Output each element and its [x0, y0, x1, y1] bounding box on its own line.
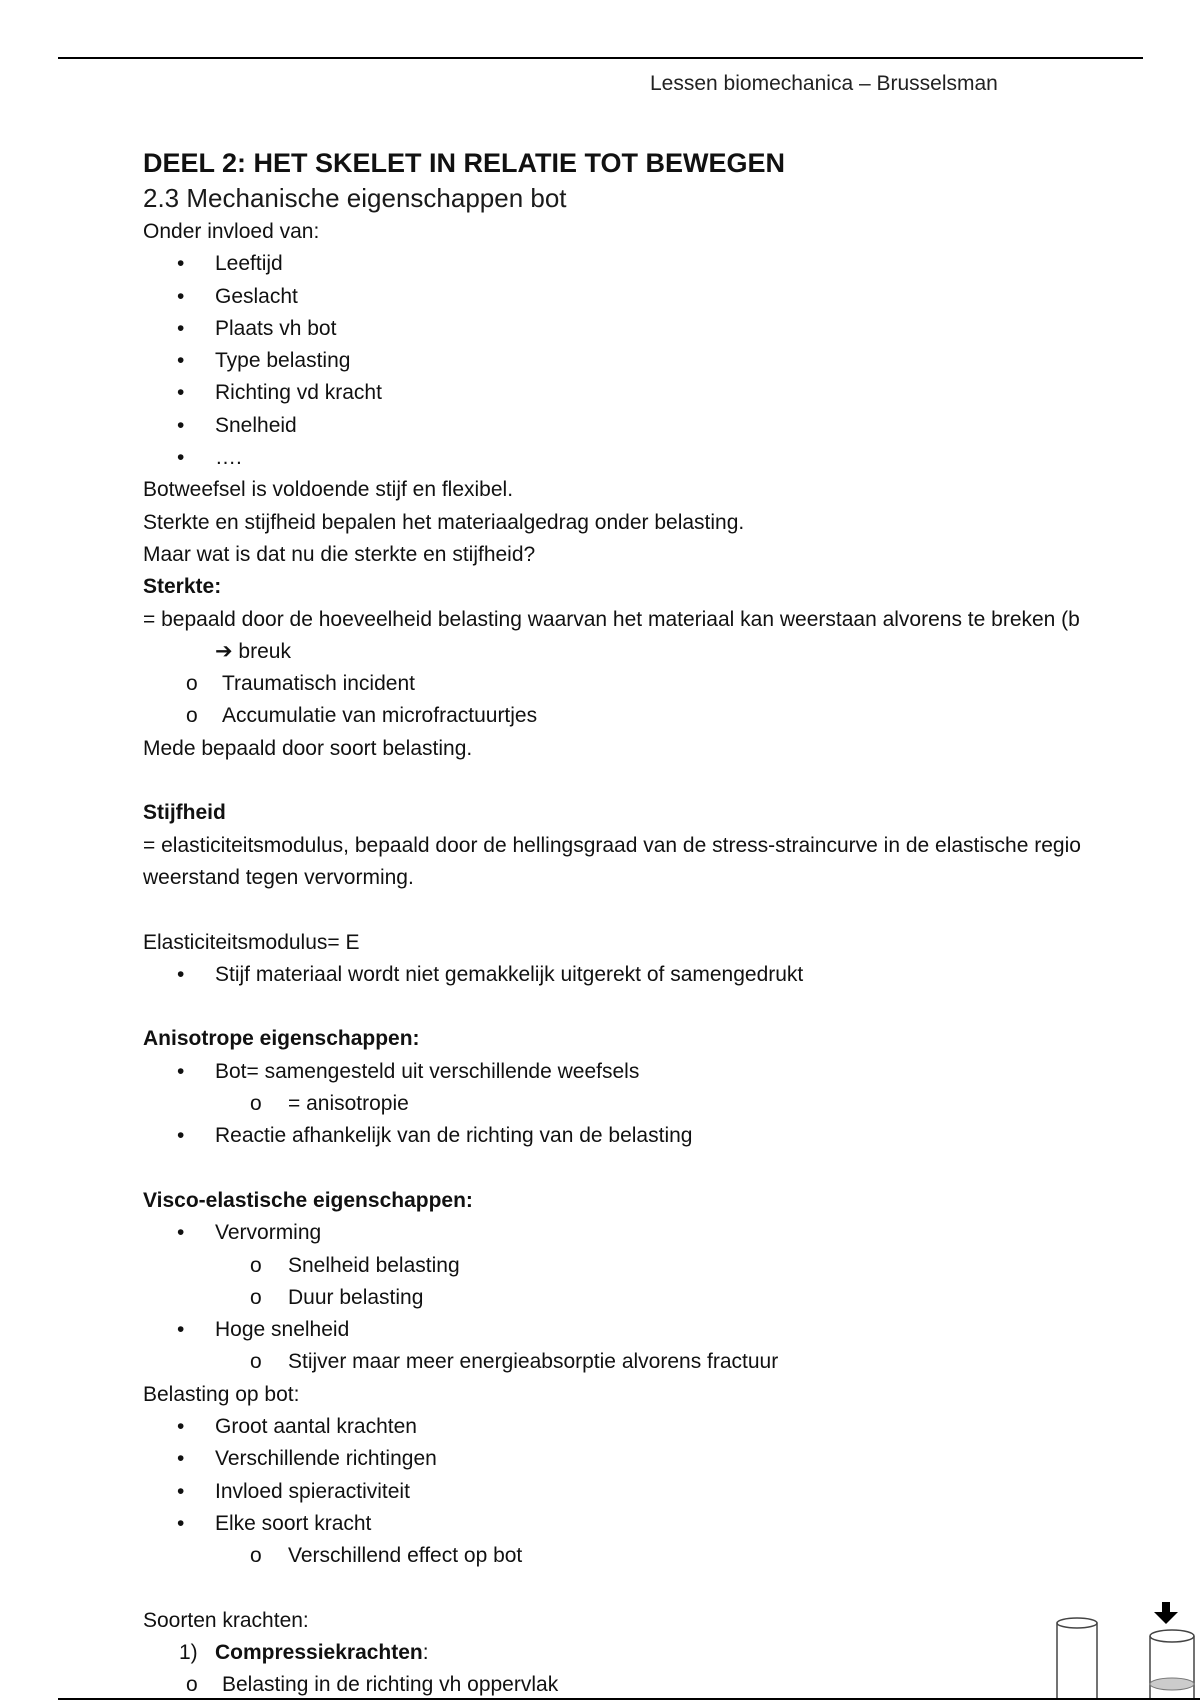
list-item: • Plaats vh bot — [143, 313, 1200, 345]
list-item: • Groot aantal krachten — [143, 1411, 1200, 1443]
list-item: o = anisotropie — [143, 1088, 1200, 1120]
item-colon: : — [422, 1641, 429, 1665]
unloaded-cylinder — [1057, 1618, 1097, 1700]
list-item: o Traumatisch incident — [143, 668, 1200, 700]
running-header: Lessen biomechanica – Brusselsman — [650, 72, 998, 95]
paragraph: Maar wat is dat nu die sterkte en stijfheid? — [143, 542, 536, 566]
compression-cylinders-figure — [1050, 1600, 1200, 1700]
visco-heading: Visco-elastische eigenschappen: — [143, 1188, 473, 1212]
compressed-cylinder — [1150, 1602, 1194, 1700]
list-item: • Elke soort kracht — [143, 1508, 1200, 1540]
list-item: • Bot= samengesteld uit verschillende weefsels — [143, 1056, 1200, 1088]
spacer — [143, 1572, 1200, 1604]
breuk-arrow-line: ➔ breuk — [215, 639, 291, 663]
list-item: • Invloed spieractiviteit — [143, 1476, 1200, 1508]
spacer — [143, 991, 1200, 1023]
document-body — [143, 146, 1200, 1702]
list-item: o Snelheid belasting — [143, 1250, 1200, 1282]
list-item: • Snelheid — [143, 410, 1200, 442]
list-item: o Stijver maar meer energieabsorptie alvorens fractuur — [143, 1346, 1200, 1378]
list-item: • …. — [143, 442, 1200, 474]
list-item: • Verschillende richtingen — [143, 1443, 1200, 1475]
list-item: • Richting vd kracht — [143, 377, 1200, 409]
section-title: 2.3 Mechanische eigenschappen bot — [143, 183, 567, 213]
item-label: Compressiekrachten — [215, 1641, 423, 1665]
influence-intro: Onder invloed van: — [143, 220, 320, 243]
paragraph: Sterkte en stijfheid bepalen het materiaalgedrag onder belasting. — [143, 510, 745, 534]
chapter-title: DEEL 2: HET SKELET IN RELATIE TOT BEWEGEN — [143, 148, 786, 178]
paragraph: Mede bepaald door soort belasting. — [143, 736, 473, 760]
spacer — [143, 765, 1200, 797]
aniso-heading: Anisotrope eigenschappen: — [143, 1027, 420, 1051]
header-rule — [58, 57, 1143, 59]
list-item: • Type belasting — [143, 345, 1200, 377]
paragraph: Botweefsel is voldoende stijf en flexibel. — [143, 478, 514, 502]
list-item: o Duur belasting — [143, 1282, 1200, 1314]
stijfheid-definition: = elasticiteitsmodulus, bepaald door de hellingsgraad van de stress-straincurve in de elastische regio — [143, 833, 1081, 857]
list-item: • Hoge snelheid — [143, 1314, 1200, 1346]
stijfheid-definition-cont: weerstand tegen vervorming. — [143, 865, 414, 889]
spacer — [143, 1153, 1200, 1185]
modulus-line: Elasticiteitsmodulus= E — [143, 930, 360, 954]
list-item: • Reactie afhankelijk van de richting van de belasting — [143, 1120, 1200, 1152]
list-item: • Leeftijd — [143, 248, 1200, 280]
spacer — [143, 894, 1200, 926]
list-item: • Vervorming — [143, 1217, 1200, 1249]
belasting-intro: Belasting op bot: — [143, 1382, 300, 1406]
krachten-intro: Soorten krachten: — [143, 1608, 309, 1632]
sterkte-definition: = bepaald door de hoeveelheid belasting waarvan het materiaal kan weerstaan alvorens te breken (b — [143, 607, 1080, 631]
sterkte-heading: Sterkte: — [143, 575, 222, 599]
list-item: • Stijf materiaal wordt niet gemakkelijk uitgerekt of samengedrukt — [143, 959, 1200, 991]
stijfheid-heading: Stijfheid — [143, 801, 226, 825]
item-number: 1) — [179, 1641, 198, 1665]
numbered-item — [143, 1637, 1200, 1669]
list-item: o Accumulatie van microfractuurtjes — [143, 700, 1200, 732]
list-item: o Belasting in de richting vh oppervlak — [143, 1669, 1200, 1701]
list-item: o Verschillend effect op bot — [143, 1540, 1200, 1572]
list-item: • Geslacht — [143, 281, 1200, 313]
